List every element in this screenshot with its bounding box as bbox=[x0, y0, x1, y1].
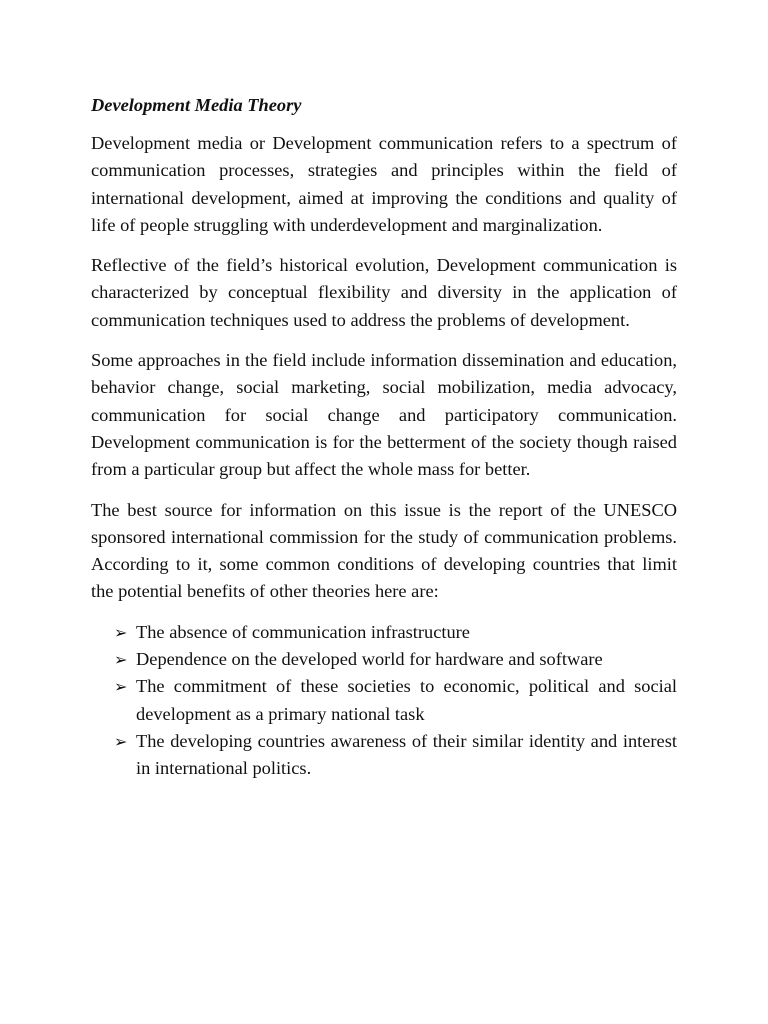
list-item-text: The developing countries awareness of their similar identity and interest in international politics. bbox=[136, 730, 677, 779]
arrowhead-bullet-icon: ➢ bbox=[114, 650, 128, 670]
list-item bbox=[114, 646, 677, 673]
document-title: Development Media Theory bbox=[91, 95, 302, 115]
list-item-text: The commitment of these societies to economic, political and social development as a primary national task bbox=[136, 676, 677, 724]
arrowhead-bullet-icon: ➢ bbox=[114, 731, 128, 751]
list-item bbox=[114, 728, 677, 783]
list-item-text: The absence of communication infrastructure bbox=[136, 621, 470, 642]
arrowhead-bullet-icon: ➢ bbox=[114, 677, 128, 697]
paragraph-unesco-report: The best source for information on this issue is the report of the UNESCO sponsored international commission for the study of communication problems. According to it, some common conditions of developing countries that limit the potential benefits of other theories here are: bbox=[91, 499, 677, 602]
arrowhead-bullet-icon: ➢ bbox=[114, 622, 128, 642]
list-item bbox=[114, 619, 677, 646]
paragraph-definition: Development media or Development communication refers to a spectrum of communication processes, strategies and principles within the field of international development, aimed at improving the conditions and quality of life of people struggling with underdevelopment and marginalization. bbox=[91, 133, 677, 235]
paragraph-approaches: Some approaches in the field include information dissemination and education, behavior change, social marketing, social mobilization, media advocacy, communication for social change and participatory communication. Development communication is for the betterment of the society though raised from a particular group but affect the whole mass for better. bbox=[91, 350, 677, 480]
list-item bbox=[114, 673, 677, 728]
list-item-text: Dependence on the developed world for hardware and software bbox=[136, 649, 603, 670]
conditions-bullet-list bbox=[91, 619, 677, 783]
paragraph-evolution: Reflective of the field’s historical evolution, Development communication is characterized by conceptual flexibility and diversity in the application of communication techniques used to address the problems of development. bbox=[91, 255, 677, 330]
